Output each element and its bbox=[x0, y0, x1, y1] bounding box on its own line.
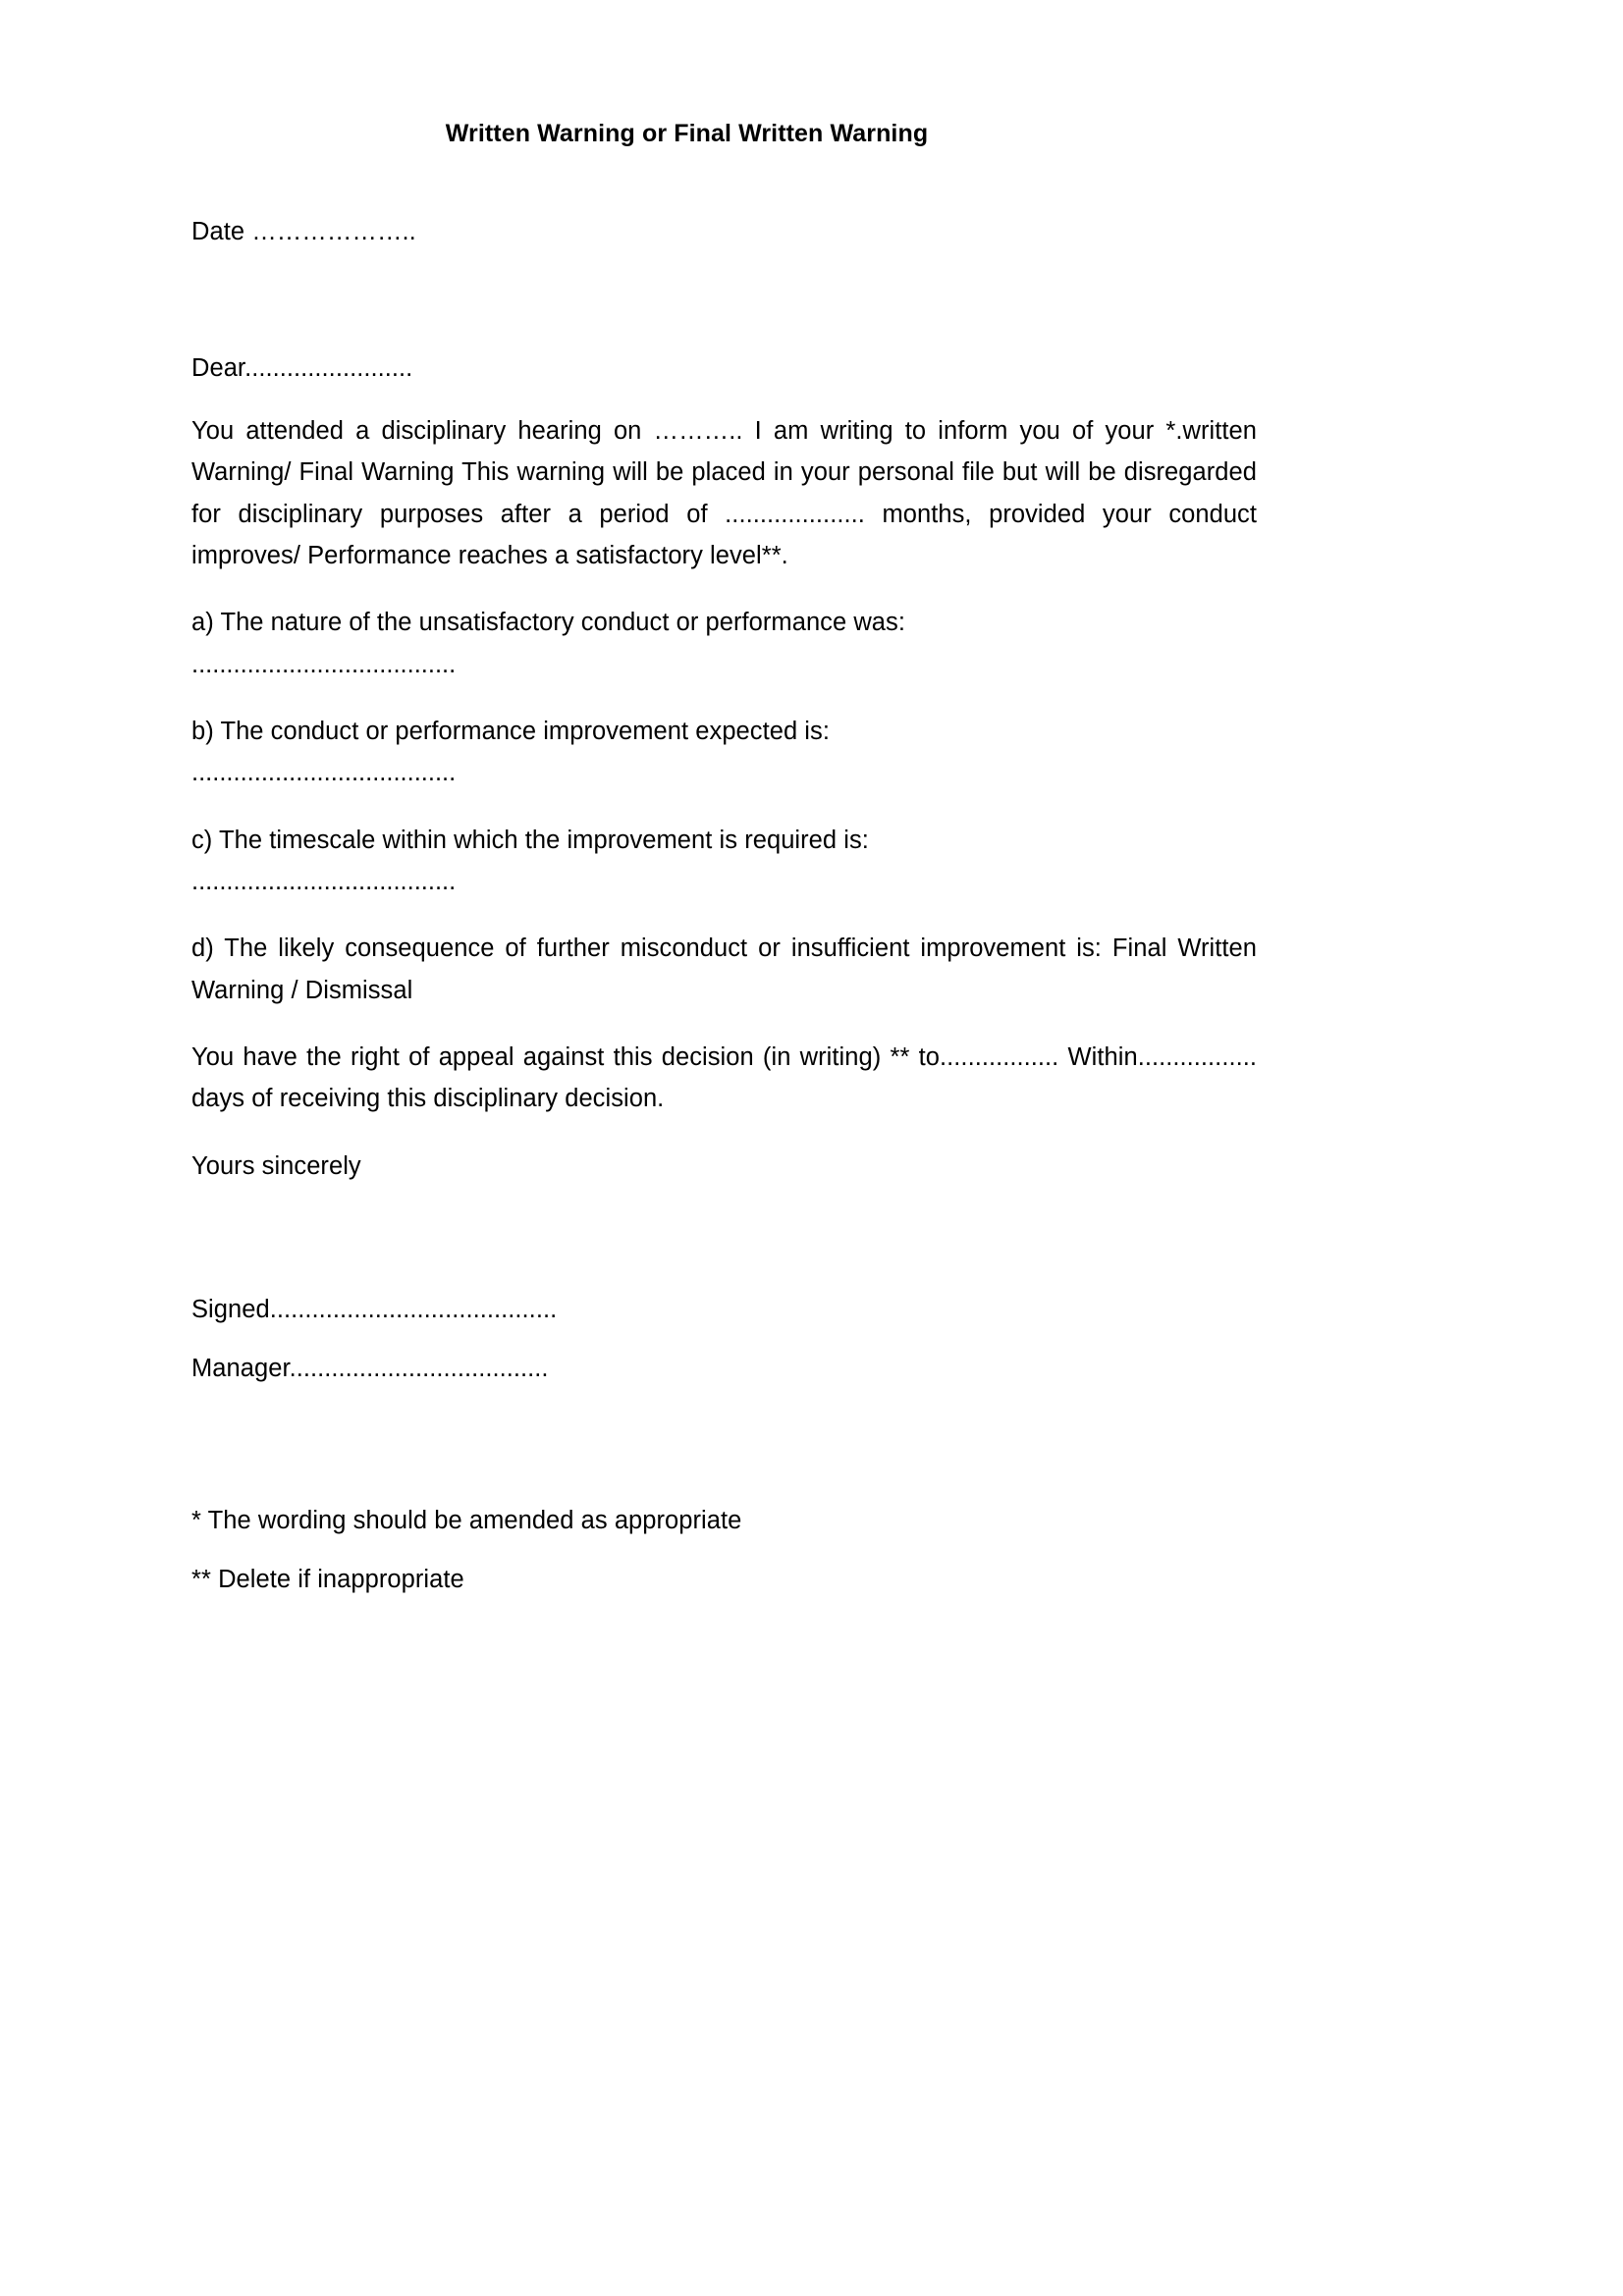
spacer-before-salutation bbox=[191, 252, 1257, 347]
spacer-before-footnotes bbox=[191, 1390, 1257, 1500]
spacer-before-opening bbox=[191, 389, 1257, 410]
list-item-c-leader: ...................................... bbox=[191, 868, 457, 896]
footnote-single-asterisk: * The wording should be amended as appropriate bbox=[191, 1506, 742, 1534]
spacer-before-closing bbox=[191, 1120, 1257, 1146]
list-item-c: c) The timescale within which the improvement is required is: bbox=[191, 826, 869, 854]
list-item-d: d) The likely consequence of further misconduct or insufficient improvement is: Final Written Warning / Dismissal bbox=[191, 934, 1257, 1004]
spacer-before-item-c bbox=[191, 794, 1257, 820]
footnote-double-asterisk: ** Delete if inappropriate bbox=[191, 1566, 464, 1594]
salutation-line: Dear........................ bbox=[191, 353, 413, 382]
document-content bbox=[191, 118, 1257, 1600]
spacer-before-appeal bbox=[191, 1011, 1257, 1037]
date-line: Date ……………….. bbox=[191, 217, 416, 245]
closing-line: Yours sincerely bbox=[191, 1151, 361, 1180]
spacer-before-manager bbox=[191, 1330, 1257, 1348]
spacer-before-item-b bbox=[191, 685, 1257, 711]
appeal-paragraph: You have the right of appeal against this decision (in writing) ** to................. Within................. days of receiving this disciplinary decision. bbox=[191, 1043, 1257, 1113]
spacer-between-footnotes bbox=[191, 1541, 1257, 1559]
spacer-before-signature bbox=[191, 1187, 1257, 1289]
list-item-b-leader: ...................................... bbox=[191, 759, 457, 787]
list-item-a-leader: ...................................... bbox=[191, 650, 457, 678]
spacer-before-item-d bbox=[191, 902, 1257, 928]
list-item-b: b) The conduct or performance improvement expected is: bbox=[191, 718, 830, 746]
opening-paragraph: You attended a disciplinary hearing on ……….. I am writing to inform you of your *.written Warning/ Final Warning This warning will be placed in your personal file but will be disregarded for disciplinary purposes after a period of .................... months, provided your conduct improves/ Performance reaches a satisfactory level**. bbox=[191, 417, 1257, 570]
list-item-a: a) The nature of the unsatisfactory conduct or performance was: bbox=[191, 609, 905, 637]
spacer-before-item-a bbox=[191, 576, 1257, 602]
spacer-after-title bbox=[191, 150, 1257, 211]
page-title: Written Warning or Final Written Warning bbox=[445, 120, 929, 147]
signed-line: Signed......................................... bbox=[191, 1296, 558, 1324]
manager-line: Manager..................................... bbox=[191, 1355, 549, 1383]
